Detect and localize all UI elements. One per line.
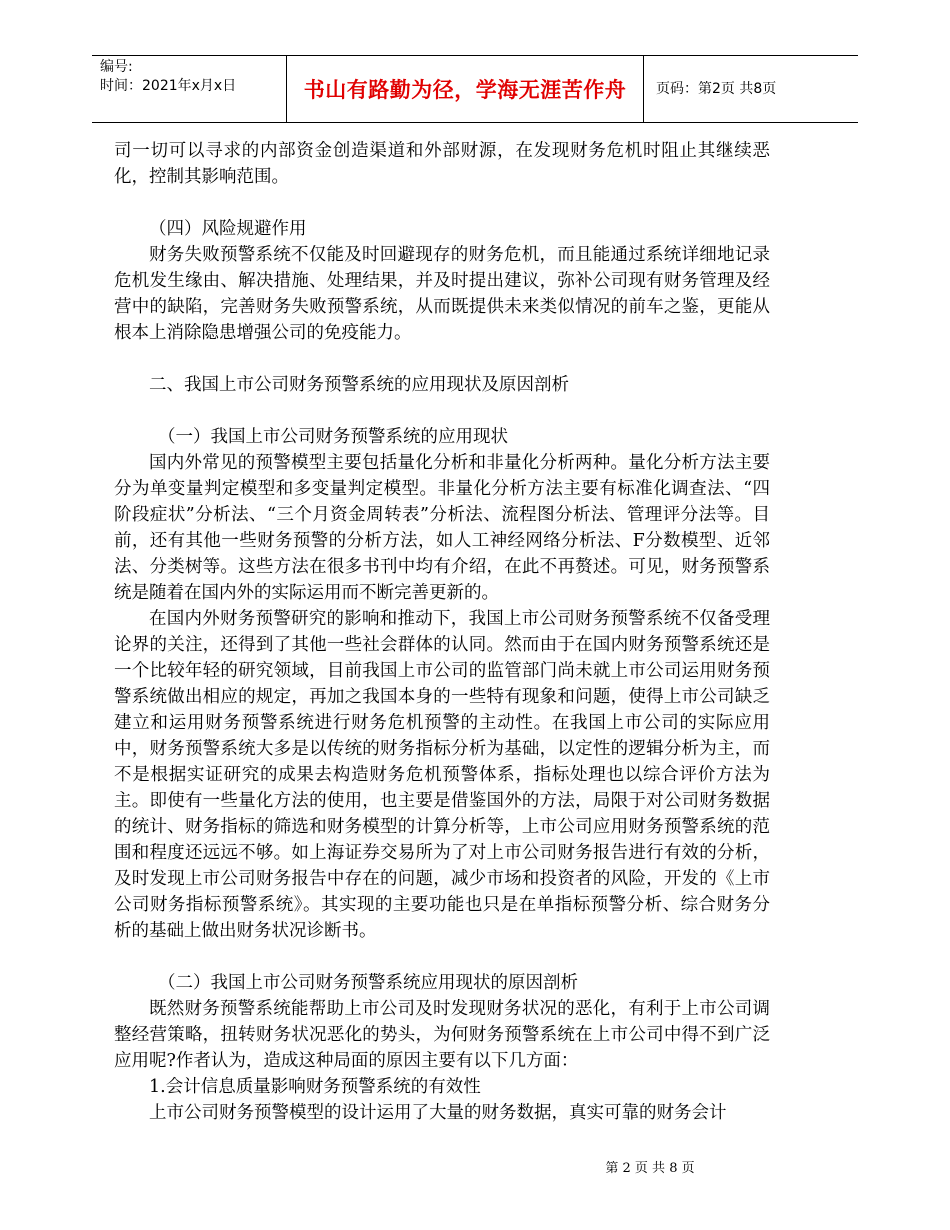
paragraph-causes-intro: 既然财务预警系统能帮助上市公司及时发现财务状况的恶化，有利于上市公司调整经营策略，扭转财务状况恶化的势头，为何财务预警系统在上市公司中得不到广泛应用呢?作者认为，造成这种局面的原因主要有以下几方面： — [114, 999, 770, 1071]
list-item-1: 1.会计信息质量影响财务预警系统的有效性 — [149, 1077, 481, 1097]
paragraph-truncated: 上市公司财务预警模型的设计运用了大量的财务数据，真实可靠的财务会计 — [149, 1103, 727, 1123]
header-motto: 书山有路勤为径，学海无涯苦作舟 — [303, 78, 627, 102]
header-left-cell — [92, 56, 286, 122]
paragraph-continuation: 司一切可以寻求的内部资金创造渠道和外部财源，在发现财务危机时阻止其继续恶化，控制其影响范围。 — [114, 141, 770, 187]
section-heading-risk-avoidance: （四）风险规避作用 — [149, 219, 307, 239]
page-footer — [0, 1157, 950, 1176]
paragraph-models: 国内外常见的预警模型主要包括量化分析和非量化分析两种。量化分析方法主要分为单变量判定模型和多变量判定模型。非量化分析方法主要有标准化调查法、“四阶段症状”分析法、“三个月资金周转表”分析法、流程图分析法、管理评分法等。目前，还有其他一些财务预警的分析方法，如人工神经网络分析法、F分数模型、近邻法、分类树等。这些方法在很多书刊中均有介绍，在此不再赘述。可见，财务预警系统是随着在国内外的实际运用而不断完善更新的。 — [114, 453, 770, 603]
header-page-info: 页码：第2页 共8页 — [656, 81, 777, 97]
paragraph-risk-avoidance: 财务失败预警系统不仅能及时回避现存的财务危机，而且能通过系统详细地记录危机发生缘由、解决措施、处理结果，并及时提出建议，弥补公司现有财务管理及经营中的缺陷，完善财务失败预警系统，从而既提供未来类似情况的前车之鉴，更能从根本上消除隐患增强公司的免疫能力。 — [114, 245, 770, 343]
footer-page-number: 第 2 页 共 8 页 — [605, 1161, 695, 1176]
subsection-heading-status: （一）我国上市公司财务预警系统的应用现状 — [158, 427, 508, 447]
page-header — [92, 55, 858, 123]
subsection-heading-causes: （二）我国上市公司财务预警系统应用现状的原因剖析 — [158, 973, 578, 993]
paragraph-application: 在国内外财务预警研究的影响和推动下，我国上市公司财务预警系统不仅备受理论界的关注，还得到了其他一些社会群体的认同。然而由于在国内财务预警系统还是一个比较年轻的研究领域，目前我国上市公司的监管部门尚未就上市公司运用财务预警系统做出相应的规定，再加之我国本身的一些特有现象和问题，使得上市公司缺乏建立和运用财务预警系统进行财务危机预警的主动性。在我国上市公司的实际应用中，财务预警系统大多是以传统的财务指标分析为基础，以定性的逻辑分析为主，而不是根据实证研究的成果去构造财务危机预警体系，指标处理也以综合评价方法为主。即使有一些量化方法的使用，也主要是借鉴国外的方法，局限于对公司财务数据的统计、财务指标的筛选和财务模型的计算分析等，上市公司应用财务预警系统的范围和程度还远远不够。如上海证券交易所为了对上市公司财务报告进行有效的分析，及时发现上市公司财务报告中存在的问题，减少市场和投资者的风险，开发的《上市公司财务指标预警系统》。其实现的主要功能也只是在单指标预警分析、综合财务分析的基础上做出财务状况诊断书。 — [114, 609, 770, 941]
header-page-cell — [644, 56, 858, 122]
header-motto-cell — [286, 56, 644, 122]
section-heading-2: 二、我国上市公司财务预警系统的应用现状及原因剖析 — [149, 375, 569, 395]
document-time-label: 时间：2021年x月x日 — [100, 78, 237, 94]
document-body — [114, 138, 770, 1126]
document-number-label: 编号: — [100, 59, 133, 75]
